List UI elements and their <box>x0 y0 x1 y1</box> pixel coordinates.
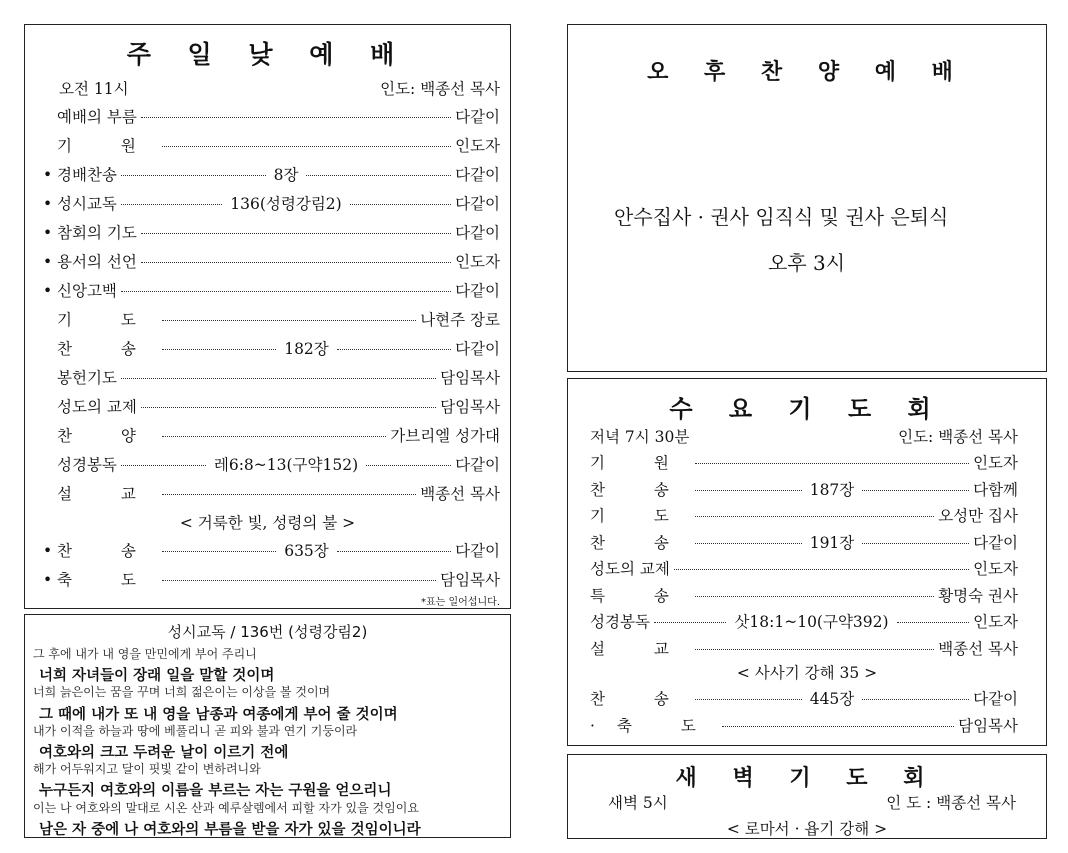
dot-leader <box>862 490 969 491</box>
dot-leader <box>141 407 436 408</box>
leader-reading: 이는 나 여호와의 말대로 시온 산과 예루살렘에서 피할 자가 있을 것임이요 <box>33 800 419 815</box>
item-label: 예배의 부름 <box>57 108 137 126</box>
dot-leader <box>141 262 451 263</box>
dot-leader <box>162 320 416 321</box>
item-person: 담임목사 <box>958 717 1018 735</box>
item-label: ·축 도 <box>590 717 718 735</box>
item-label: 찬 송 <box>57 542 158 560</box>
congregation-response: 누구든지 여호와의 이름을 부르는 자는 구원을 얻으리니 <box>39 783 392 800</box>
leader-reading: 내가 이적을 하늘과 땅에 베풀리니 곧 피와 불과 연기 기둥이라 <box>33 723 358 738</box>
order-item <box>590 478 1018 500</box>
sunday-sermon-title: < 거룩한 빛, 성령의 불 > <box>179 514 356 532</box>
congregation-response: 너희 자녀들이 장래 일을 말할 것이며 <box>39 668 275 685</box>
item-person: 다같이 <box>455 166 501 184</box>
item-person: 황명숙 권사 <box>938 586 1018 605</box>
order-item <box>590 557 1018 579</box>
dot-leader <box>337 551 451 552</box>
dawn-series: < 로마서 · 욥기 강해 > <box>726 820 888 838</box>
item-person: 다같이 <box>455 195 501 213</box>
dot-leader <box>141 233 451 234</box>
item-label: 특 송 <box>590 586 691 605</box>
item-person: 백종선 목사 <box>420 485 500 503</box>
item-label: 설 교 <box>590 639 691 658</box>
item-label: 봉헌기도 <box>57 369 117 387</box>
dot-leader <box>695 543 802 544</box>
responsive-reading-box <box>24 614 511 838</box>
dot-leader <box>695 699 802 700</box>
wednesday-leader: 인도: 백종선 목사 <box>898 428 1018 446</box>
leader-reading: 그 후에 내가 내 영을 만민에게 부어 주리니 <box>33 647 257 661</box>
order-item <box>43 279 500 301</box>
item-person: 나현주 장로 <box>420 311 500 329</box>
order-item <box>43 221 500 243</box>
order-item <box>590 714 1018 736</box>
order-item <box>43 134 500 156</box>
afternoon-title: 오 후 찬 양 예 배 <box>647 60 967 85</box>
dot-leader <box>695 463 969 464</box>
standing-note: *표는 일어섭니다. <box>421 597 500 608</box>
dot-leader <box>695 516 934 517</box>
item-bullet: • <box>43 195 53 213</box>
dot-leader <box>695 649 934 650</box>
item-label: 용서의 선언 <box>57 253 137 271</box>
item-bullet: • <box>43 166 53 184</box>
dot-leader <box>162 580 436 581</box>
item-label: 성경봉독 <box>590 613 650 631</box>
afternoon-event: 안수집사 · 권사 임직식 및 권사 은퇴식 <box>614 205 949 229</box>
order-item <box>590 637 1018 659</box>
order-item <box>590 610 1018 632</box>
order-item <box>43 453 500 475</box>
item-label: 찬 송 <box>590 480 691 499</box>
order-item <box>43 482 500 504</box>
item-bullet: • <box>43 282 53 300</box>
dawn-time: 새벽 5시 <box>608 794 668 812</box>
item-detail: 삿18:1~10(구약392) <box>734 613 889 631</box>
item-label: 기 원 <box>57 137 158 155</box>
dot-leader <box>862 699 969 700</box>
order-item <box>43 539 500 561</box>
dot-leader <box>121 175 266 176</box>
item-label: 축 도 <box>57 571 158 589</box>
item-label: 성도의 교제 <box>590 560 670 578</box>
item-person: 다같이 <box>455 282 500 300</box>
order-item <box>43 163 500 185</box>
order-item <box>590 531 1018 553</box>
order-item <box>43 395 500 417</box>
item-person: 다같이 <box>455 542 501 560</box>
order-item <box>43 308 500 330</box>
dot-leader <box>141 117 451 118</box>
item-detail: 187장 <box>809 480 855 499</box>
item-person: 인도자 <box>455 137 500 155</box>
dot-leader <box>862 543 969 544</box>
item-detail: 136(성령강림2) <box>230 195 342 213</box>
item-person: 담임목사 <box>440 398 500 416</box>
item-person: 인도자 <box>973 560 1018 578</box>
dot-leader <box>695 490 802 491</box>
item-label: 경배찬송 <box>57 166 117 184</box>
item-label: 참회의 기도 <box>57 224 137 242</box>
congregation-response: 여호와의 크고 두려운 날이 이르기 전에 <box>39 745 289 761</box>
afternoon-time: 오후 3시 <box>768 251 846 275</box>
dot-leader <box>654 622 727 623</box>
item-label: 기 원 <box>590 454 691 472</box>
dawn-leader: 인 도 : 백종선 목사 <box>886 794 1016 812</box>
order-item <box>590 504 1018 526</box>
wednesday-sermon-title: < 사사기 강해 35 > <box>736 664 878 682</box>
dot-leader <box>121 204 222 205</box>
dot-leader <box>722 726 954 727</box>
sunday-time: 오전 11시 <box>59 80 129 98</box>
order-item <box>43 337 500 359</box>
dawn-prayer-box <box>567 754 1047 839</box>
leader-reading: 너희 늙은이는 꿈을 꾸며 너희 젊은이는 이상을 볼 것이며 <box>33 685 331 700</box>
dawn-header <box>608 791 1016 813</box>
dot-leader <box>350 204 451 205</box>
item-detail: 191장 <box>809 533 855 552</box>
wednesday-time: 저녁 7시 30분 <box>590 428 690 446</box>
order-item <box>590 584 1018 606</box>
order-item <box>43 424 500 446</box>
item-person: 인도자 <box>455 253 500 271</box>
sunday-worship-box <box>24 24 511 609</box>
item-label: 성시교독 <box>57 195 117 213</box>
item-person: 인도자 <box>973 613 1019 631</box>
item-person: 오성만 집사 <box>938 507 1018 525</box>
dot-leader <box>674 569 969 570</box>
sunday-title: 주 일 낮 예 배 <box>126 40 409 69</box>
item-detail: 182장 <box>284 340 329 358</box>
dot-leader <box>121 291 451 292</box>
sunday-header <box>59 77 500 99</box>
dot-leader <box>121 465 206 466</box>
item-person: 가브리엘 성가대 <box>390 427 500 445</box>
item-person: 다같이 <box>455 108 500 126</box>
sunday-leader: 인도: 백종선 목사 <box>380 80 500 98</box>
item-person: 다같이 <box>973 690 1019 708</box>
item-detail: 635장 <box>284 542 329 560</box>
item-bullet: • <box>43 224 53 242</box>
item-label: 설 교 <box>57 485 158 503</box>
order-item <box>43 250 500 272</box>
order-item <box>43 105 500 127</box>
item-label: 찬 양 <box>57 427 158 445</box>
reading-title: 성시교독 / 136번 (성령강림2) <box>167 623 368 641</box>
dawn-title: 새 벽 기 도 회 <box>675 766 939 791</box>
item-label: 기 도 <box>57 311 158 329</box>
item-person: 다같이 <box>455 340 501 358</box>
order-item <box>43 192 500 214</box>
item-label: 기 도 <box>590 507 691 525</box>
item-person: 인도자 <box>973 454 1018 472</box>
dot-leader <box>337 349 451 350</box>
item-person: 다같이 <box>455 456 500 474</box>
congregation-response: 남은 자 중에 나 여호와의 부름을 받을 자가 있을 것임이니라 <box>39 821 421 838</box>
congregation-response: 그 때에 내가 또 내 영을 남종과 여종에게 부어 줄 것이며 <box>39 706 398 723</box>
order-item <box>590 687 1018 709</box>
dot-leader <box>695 596 934 597</box>
item-label: 찬 송 <box>590 690 691 708</box>
item-detail: 445장 <box>809 690 855 708</box>
item-detail: 레6:8~13(구약152) <box>213 456 359 474</box>
wednesday-header <box>590 425 1018 447</box>
item-person: 다같이 <box>973 533 1019 552</box>
afternoon-worship-box <box>567 24 1047 372</box>
item-person: 다같이 <box>455 224 500 242</box>
item-bullet: • <box>43 571 53 589</box>
order-item <box>43 366 500 388</box>
item-bullet: • <box>43 542 53 560</box>
dot-leader <box>162 436 386 437</box>
wednesday-prayer-box <box>567 378 1047 746</box>
dot-leader <box>306 175 451 176</box>
item-person: 담임목사 <box>440 571 500 589</box>
item-person: 담임목사 <box>440 369 500 387</box>
item-label: 신앙고백 <box>57 282 117 300</box>
item-person: 다함께 <box>973 480 1019 499</box>
item-detail: 8장 <box>273 166 299 184</box>
dot-leader <box>162 349 276 350</box>
item-label: 성도의 교제 <box>57 398 137 416</box>
order-item <box>590 451 1018 473</box>
item-person: 백종선 목사 <box>938 639 1018 658</box>
dot-leader <box>162 146 451 147</box>
dot-leader <box>162 551 276 552</box>
dot-leader <box>121 378 436 379</box>
dot-leader <box>897 622 970 623</box>
leader-reading: 해가 어두워지고 달이 핏빛 같이 변하려니와 <box>33 762 261 777</box>
item-label: 성경봉독 <box>57 456 117 474</box>
dot-leader <box>366 465 451 466</box>
item-bullet: • <box>43 253 53 271</box>
order-item <box>43 568 500 590</box>
item-label: 찬 송 <box>57 340 158 358</box>
wednesday-title: 수 요 기 도 회 <box>669 395 945 423</box>
item-label: 찬 송 <box>590 533 691 552</box>
dot-leader <box>162 494 416 495</box>
